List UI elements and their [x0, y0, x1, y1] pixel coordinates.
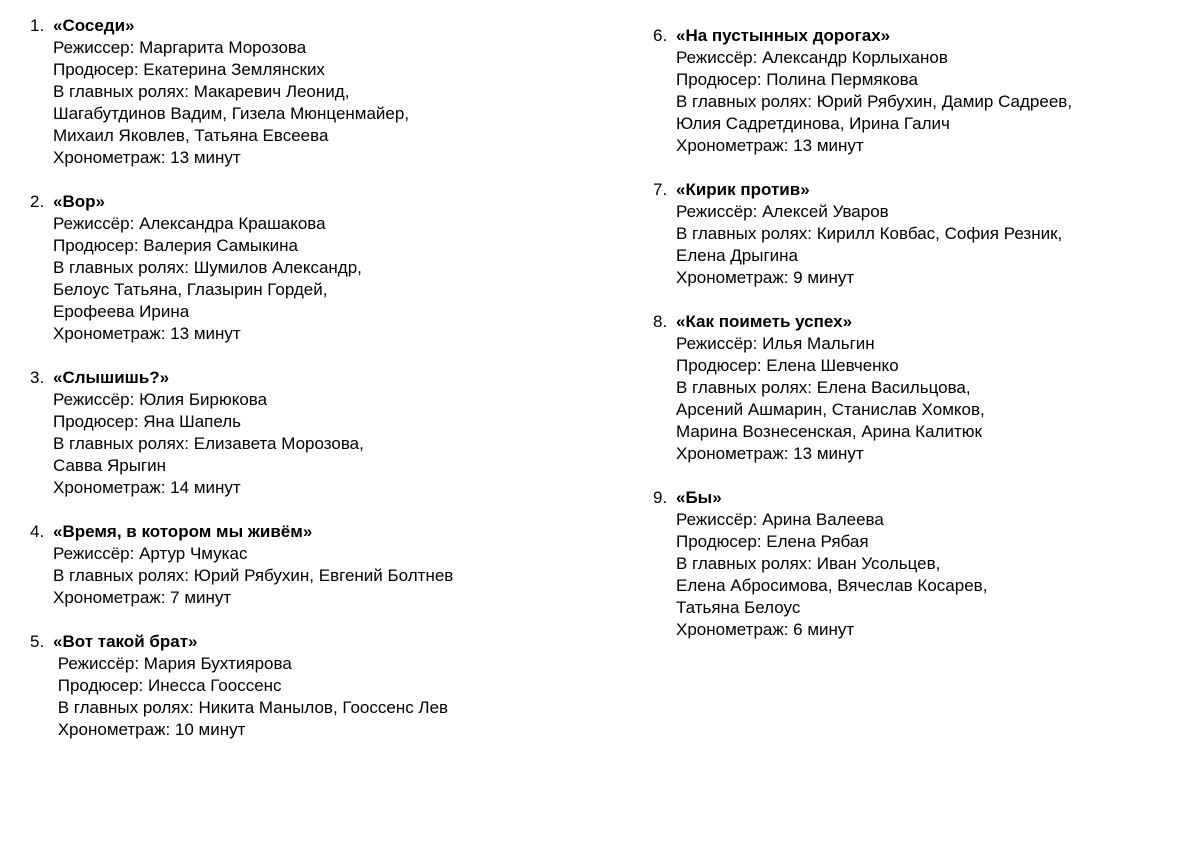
- film-detail-line: Арсений Ашмарин, Станислав Хомков,: [676, 400, 985, 419]
- film-entry-body: [53, 191, 590, 345]
- film-number: 7.: [653, 180, 668, 199]
- film-title: «Как поиметь успех»: [676, 312, 853, 331]
- film-detail-line: Продюсер: Инесса Гооссенс: [53, 676, 282, 695]
- film-detail-line: Михаил Яковлев, Татьяна Евсеева: [53, 126, 329, 145]
- film-detail-line: Режиссёр: Арина Валеева: [676, 510, 884, 529]
- film-detail-line: Продюсер: Яна Шапель: [53, 412, 242, 431]
- film-title: «Вор»: [53, 192, 105, 211]
- film-detail-line: Продюсер: Полина Пермякова: [676, 70, 918, 89]
- film-detail-line: В главных ролях: Юрий Рябухин, Дамир Садреев,: [676, 92, 1073, 111]
- film-entry-body: [676, 25, 1173, 157]
- film-number: 6.: [653, 26, 668, 45]
- film-detail-line: В главных ролях: Иван Усольцев,: [676, 554, 941, 573]
- film-number: 5.: [30, 632, 45, 651]
- film-detail-line: Хронометраж: 10 минут: [53, 720, 246, 739]
- film-title: «Кирик против»: [676, 180, 810, 199]
- film-detail-line: Хронометраж: 9 минут: [676, 268, 855, 287]
- film-detail-line: В главных ролях: Макаревич Леонид,: [53, 82, 350, 101]
- film-detail-line: Шагабутдинов Вадим, Гизела Мюнценмайер,: [53, 104, 410, 123]
- film-title: «Бы»: [676, 488, 722, 507]
- film-entry: [30, 631, 590, 741]
- film-detail-line: В главных ролях: Елена Васильцова,: [676, 378, 971, 397]
- film-detail-line: Хронометраж: 6 минут: [676, 620, 855, 639]
- film-number: 2.: [30, 192, 45, 211]
- film-detail-line: В главных ролях: Шумилов Александр,: [53, 258, 362, 277]
- film-detail-line: Режиссёр: Мария Бухтиярова: [53, 654, 292, 673]
- film-detail-line: Елена Абросимова, Вячеслав Косарев,: [676, 576, 988, 595]
- film-detail-line: Белоус Татьяна, Глазырин Гордей,: [53, 280, 328, 299]
- film-detail-line: Хронометраж: 13 минут: [676, 136, 864, 155]
- film-detail-line: Марина Вознесенская, Арина Калитюк: [676, 422, 982, 441]
- film-entry: [30, 521, 590, 609]
- film-title: «Вот такой брат»: [53, 632, 198, 651]
- film-detail-line: Хронометраж: 7 минут: [53, 588, 232, 607]
- film-entry-body: [53, 367, 590, 499]
- film-detail-line: В главных ролях: Елизавета Морозова,: [53, 434, 364, 453]
- film-detail-line: Продюсер: Елена Рябая: [676, 532, 869, 551]
- film-number: 8.: [653, 312, 668, 331]
- film-entry-body: [676, 487, 1173, 641]
- film-title: «Соседи»: [53, 16, 135, 35]
- film-entry-body: [53, 15, 590, 169]
- film-number: 3.: [30, 368, 45, 387]
- film-entry: [30, 15, 590, 169]
- film-title: «На пустынных дорогах»: [676, 26, 891, 45]
- film-entry: [653, 487, 1173, 641]
- film-entry: [30, 191, 590, 345]
- film-number: 9.: [653, 488, 668, 507]
- film-detail-line: Татьяна Белоус: [676, 598, 801, 617]
- film-detail-line: Хронометраж: 13 минут: [53, 324, 241, 343]
- film-detail-line: Режиссёр: Алексей Уваров: [676, 202, 889, 221]
- film-detail-line: В главных ролях: Юрий Рябухин, Евгений Болтнев: [53, 566, 454, 585]
- film-detail-line: Режиссёр: Юлия Бирюкова: [53, 390, 268, 409]
- film-entry: [653, 25, 1173, 157]
- film-detail-line: Режиссёр: Артур Чмукас: [53, 544, 248, 563]
- film-entry: [653, 179, 1173, 289]
- film-entry-body: [676, 311, 1173, 465]
- film-number: 4.: [30, 522, 45, 541]
- film-detail-line: Юлия Садретдинова, Ирина Галич: [676, 114, 950, 133]
- film-detail-line: Режиссёр: Александр Корлыханов: [676, 48, 948, 67]
- film-detail-line: Хронометраж: 14 минут: [53, 478, 241, 497]
- film-detail-line: Продюсер: Екатерина Землянских: [53, 60, 325, 79]
- film-entry-body: [53, 521, 590, 609]
- film-detail-line: Хронометраж: 13 минут: [676, 444, 864, 463]
- film-detail-line: Продюсер: Валерия Самыкина: [53, 236, 298, 255]
- film-entry: [653, 311, 1173, 465]
- film-detail-line: Савва Ярыгин: [53, 456, 167, 475]
- film-detail-line: В главных ролях: Никита Манылов, Гооссенс Лев: [53, 698, 449, 717]
- film-title: «Время, в котором мы живём»: [53, 522, 313, 541]
- film-detail-line: Режиссёр: Илья Мальгин: [676, 334, 875, 353]
- film-detail-line: В главных ролях: Кирилл Ковбас, София Резник,: [676, 224, 1063, 243]
- film-list-column-right: [653, 25, 1173, 663]
- film-number: 1.: [30, 16, 45, 35]
- film-entry: [30, 367, 590, 499]
- film-detail-line: Продюсер: Елена Шевченко: [676, 356, 899, 375]
- film-detail-line: Хронометраж: 13 минут: [53, 148, 241, 167]
- film-detail-line: Режиссер: Маргарита Морозова: [53, 38, 307, 57]
- film-detail-line: Ерофеева Ирина: [53, 302, 190, 321]
- film-detail-line: Елена Дрыгина: [676, 246, 799, 265]
- film-detail-line: Режиссёр: Александра Крашакова: [53, 214, 326, 233]
- film-title: «Слышишь?»: [53, 368, 170, 387]
- film-list-column-left: [30, 15, 590, 763]
- film-entry-body: [676, 179, 1173, 289]
- film-entry-body: [53, 631, 590, 741]
